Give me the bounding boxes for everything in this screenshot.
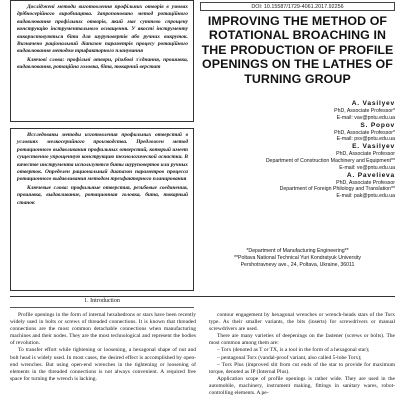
- body-paragraph: There are many varieties of deepenings on the fastener (screws or bolts). The most common among them are:: [209, 333, 395, 347]
- author-block: [200, 172, 395, 200]
- affiliation-line: Pershotravnevy ave., 24, Poltava, Ukraine, 36011: [240, 261, 355, 268]
- author-role: PhD, Associate Professor: [336, 179, 395, 186]
- author-name: E. Vasilyev: [352, 143, 395, 151]
- affiliation-line: *Department of Manufacturing Engineering**: [246, 248, 349, 254]
- author-name: A. Vasilyev: [351, 100, 395, 107]
- author-department: Department of Foreign Philology and Translation**: [279, 186, 395, 193]
- body-paragraph: contour engagement by hexagonal wrenches or wrench-heads stars of the Torx type. As their smaller variants, the bits (inserts) for screwdrivers or manual screwdrivers are used.: [209, 312, 395, 333]
- affiliation-line: **Poltava National Technical Yuri Kondratyuk University: [234, 254, 361, 261]
- author-block: [200, 122, 395, 144]
- body-paragraph: Application scope of profile openings is rather wide. They are used in the automobile, machinery, instrument making, fittings in sanitary wares, robot-controlling elements. A pe-: [209, 375, 395, 397]
- abstract-russian-text: Исследованы методы изготовления профильных отверстий в условиях мелкосерийного производства. Предложен метод ротационного выдавливания профильных отверстий, который имеет существенно упрощенную конструкцию технологической оснастки. В качестве инструмента используются биты шуруповертов или ручных отверток. Определен рациональный диапазон параметров процесса ротационного выдавливания методом трехфакторного планирования: [17, 132, 188, 183]
- author-department: Department of Construction Machinery and Equipment**: [265, 157, 395, 164]
- section-underline: [10, 307, 194, 308]
- author-email[interactable]: E-mail: ve@pntu.edu.ua: [339, 164, 395, 171]
- abstract-russian: [10, 128, 194, 291]
- author-list: [200, 100, 395, 200]
- author-name: S. Popov: [360, 121, 395, 129]
- author-email[interactable]: E-mail: pak@pntu.edu.ua: [336, 193, 395, 200]
- article-title: IMPROVING THE METHOD OF ROTATIONAL BROACHING IN THE PRODUCTION OF PROFILE OPENINGS ON THE LATHES OF TURNING GROUP: [201, 14, 394, 86]
- abstract-ukrainian: [10, 0, 194, 122]
- abstract-russian-keywords: Ключевые слова: профильные отверстия, резьбовые соединения, прошивка, выдавливание, ротационная головка, бита, токарный станок: [17, 184, 188, 206]
- body-paragraph: To transfer effort while tightening or loosening, a hexagonal shape of nut and bolt head is widely used. In most cases, the desired effect is accomplished by open-end wrenches. But using open-end wrenches in the tightening or loosening of elements in the threaded connections is not always convenient. A required free space for turning the wrench is lacking.: [10, 347, 196, 382]
- author-block: [200, 100, 395, 122]
- body-paragraph: – Torx Plus (improved slit from cut ends of the star to provide for maximum torque, denoted as IP (Internal Plus).: [209, 361, 395, 375]
- section-heading: 1. Introduction: [84, 298, 120, 304]
- author-role: PhD, Associate Professor*: [334, 108, 395, 114]
- author-block: [200, 143, 395, 171]
- body-paragraph: – Torx (denoted as T or TX, is a tool in the form of a hexagonal star);: [217, 347, 370, 354]
- author-email[interactable]: E-mail: vav@pntu.edu.ua: [336, 114, 395, 121]
- affiliation-block: [200, 248, 395, 268]
- author-name: A. Pavelieva: [346, 171, 395, 179]
- abstract-ukrainian-keywords: Ключові слова: профільні отвори, різьбові з'єднання, прошивка, видавлювання, ротаційна головка, біта, токарний верстат: [17, 56, 188, 71]
- author-role: PhD, Associate Professor*: [334, 129, 395, 136]
- body-paragraph: – pentagonal Torx (vandal-proof variant, also called 5-lobe Torx);: [217, 354, 362, 361]
- abstract-ukrainian-text: Досліджені методи виготовлення профільних отворів в умовах дрібносерійного виробництва. Запропоновано метод ротаційного видавлювання профільних отворів, який має суттєво спрощену конструкцію інструментального оснащення. У якості інструменту використовуються біти для шуруповертів або ручних викруток. Визначено раціональний діапазон параметрів процесу ротаційного видавлювання методом трифакторного планування: [17, 4, 188, 55]
- author-role: PhD, Associate Professor: [336, 151, 395, 158]
- author-email[interactable]: E-mail: psv@pntu.edu.ua: [336, 136, 395, 143]
- body-column-left: [10, 312, 196, 400]
- doi-label: DOI: 10.15587/1729-4061.2017.92256: [200, 2, 395, 11]
- body-column-right: [209, 312, 395, 400]
- body-paragraph: Profile openings in the form of internal hexahedrons or stars have been recently widely used in bolts or screws of threaded connections. It is known that threaded connections are the most common detachable connections when manufacturing machines and their nodes. They are the most technological and represent the bodies of revolution.: [10, 312, 196, 347]
